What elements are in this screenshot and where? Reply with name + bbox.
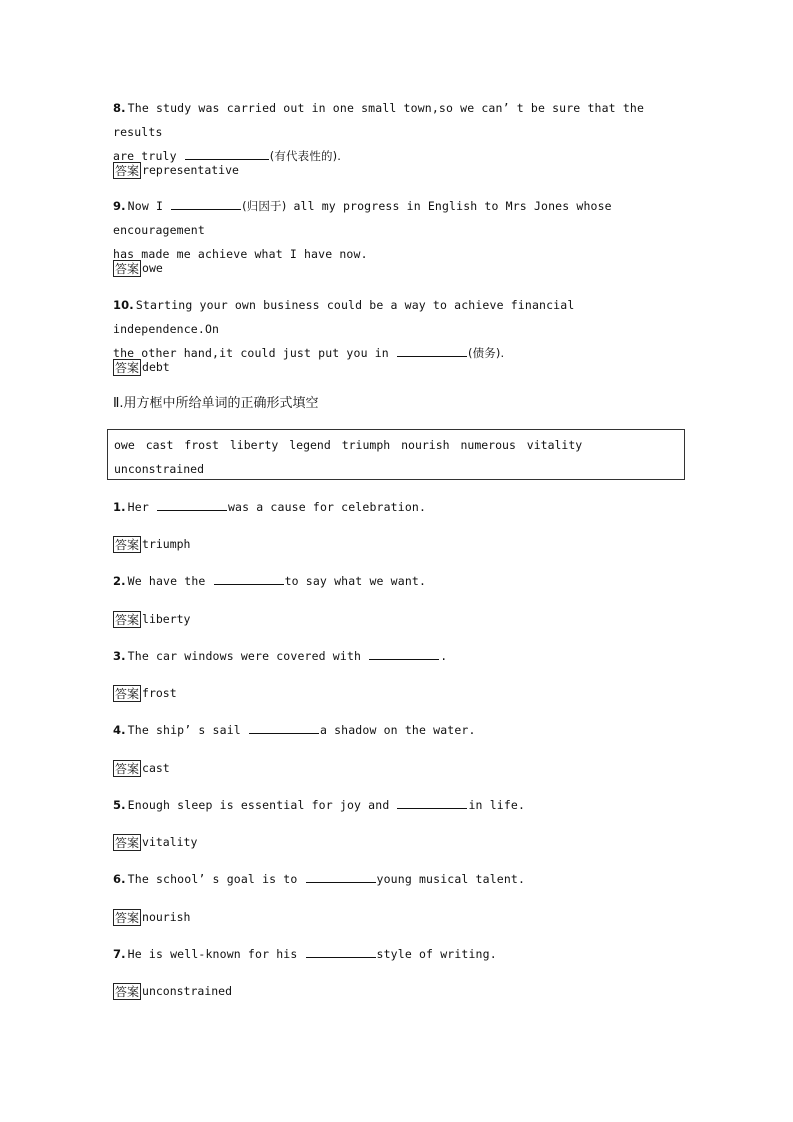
question-text: in life. xyxy=(468,798,526,812)
question-text: We have the xyxy=(127,574,206,588)
question-5 xyxy=(113,793,683,817)
question-text: young musical talent. xyxy=(376,872,526,886)
question-10 xyxy=(113,293,683,365)
answer-blank[interactable] xyxy=(171,196,241,210)
answer-blank[interactable] xyxy=(157,497,227,511)
question-8-line-1 xyxy=(113,96,683,144)
answer-text: triumph xyxy=(142,537,191,551)
answer-blank[interactable] xyxy=(185,146,269,160)
answer-blank[interactable] xyxy=(397,795,467,809)
answer-row-8 xyxy=(113,160,239,180)
question-number: 5. xyxy=(113,798,126,812)
question-text: a shadow on the water. xyxy=(319,723,476,737)
question-text: Enough sleep is essential for joy and xyxy=(127,798,390,812)
answer-badge: 答案 xyxy=(115,360,140,375)
answer-row-1 xyxy=(113,534,190,554)
question-number: 6. xyxy=(113,872,126,886)
answer-text: owe xyxy=(142,261,163,275)
answer-text: unconstrained xyxy=(142,984,233,998)
question-text: He is well-known for his xyxy=(127,947,298,961)
chinese-hint: (归因于) xyxy=(242,199,287,213)
question-text: the other hand,it could just put you in xyxy=(113,346,389,360)
question-text: . xyxy=(440,649,448,663)
answer-text: liberty xyxy=(142,612,191,626)
answer-row-6 xyxy=(113,907,190,927)
question-text: to say what we want. xyxy=(284,574,427,588)
question-9-line-1 xyxy=(113,194,683,242)
question-text: Now I xyxy=(127,199,164,213)
answer-badge: 答案 xyxy=(115,910,140,925)
answer-blank[interactable] xyxy=(397,343,467,357)
question-number: 4. xyxy=(113,723,126,737)
question-text: style of writing. xyxy=(376,947,497,961)
answer-text: frost xyxy=(142,686,177,700)
question-9-line-2 xyxy=(113,242,683,266)
answer-row-9 xyxy=(113,258,163,278)
answer-blank[interactable] xyxy=(249,720,319,734)
question-number: 10. xyxy=(113,298,134,312)
answer-text: nourish xyxy=(142,910,191,924)
answer-badge: 答案 xyxy=(115,761,140,776)
chinese-hint: (债务). xyxy=(467,346,505,360)
question-number: 3. xyxy=(113,649,126,663)
question-1 xyxy=(113,495,683,519)
answer-blank[interactable] xyxy=(306,869,376,883)
question-number: 2. xyxy=(113,574,126,588)
question-number: 7. xyxy=(113,947,126,961)
word-box-line-2: unconstrained xyxy=(114,462,205,476)
answer-badge: 答案 xyxy=(115,261,140,276)
answer-badge: 答案 xyxy=(115,612,140,627)
question-text: The ship’ s sail xyxy=(127,723,241,737)
answer-text: vitality xyxy=(142,835,198,849)
answer-blank[interactable] xyxy=(369,646,439,660)
answer-text: cast xyxy=(142,761,170,775)
question-number: 1. xyxy=(113,500,126,514)
question-10-line-2 xyxy=(113,341,683,365)
answer-row-2 xyxy=(113,609,190,629)
question-text: Starting your own business could be a way to achieve financial independence.On xyxy=(113,298,575,336)
question-text: Her xyxy=(127,500,149,514)
section-title: Ⅱ.用方框中所给单词的正确形式填空 xyxy=(113,396,319,411)
answer-text: debt xyxy=(142,360,170,374)
answer-badge: 答案 xyxy=(115,163,140,178)
word-box-line-1: owe cast frost liberty legend triumph nourish numerous vitality xyxy=(114,438,583,452)
question-2 xyxy=(113,569,683,593)
question-3 xyxy=(113,644,683,668)
question-text: all my progress in English to Mrs Jones whose encouragement xyxy=(113,199,612,237)
question-8 xyxy=(113,96,683,168)
word-box xyxy=(107,429,685,480)
question-number: 8. xyxy=(113,101,126,115)
question-text: The car windows were covered with xyxy=(127,649,362,663)
answer-badge: 答案 xyxy=(115,984,140,999)
answer-badge: 答案 xyxy=(115,537,140,552)
question-number: 9. xyxy=(113,199,126,213)
question-9 xyxy=(113,194,683,266)
question-text: The study was carried out in one small town,so we can’ t be sure that the results xyxy=(113,101,645,139)
answer-badge: 答案 xyxy=(115,686,140,701)
question-4 xyxy=(113,718,683,742)
chinese-hint: (有代表性的). xyxy=(269,149,342,163)
answer-row-5 xyxy=(113,832,197,852)
answer-badge: 答案 xyxy=(115,835,140,850)
question-text: has made me achieve what I have now. xyxy=(113,247,368,261)
question-text: The school’ s goal is to xyxy=(127,872,298,886)
answer-row-3 xyxy=(113,683,177,703)
answer-row-10 xyxy=(113,357,170,377)
answer-row-4 xyxy=(113,758,170,778)
question-10-line-1 xyxy=(113,293,683,341)
question-6 xyxy=(113,867,683,891)
answer-row-7 xyxy=(113,981,232,1001)
question-7 xyxy=(113,942,683,966)
answer-blank[interactable] xyxy=(306,944,376,958)
answer-text: representative xyxy=(142,163,239,177)
answer-blank[interactable] xyxy=(214,571,284,585)
question-text: are truly xyxy=(113,149,177,163)
question-text: was a cause for celebration. xyxy=(227,500,427,514)
